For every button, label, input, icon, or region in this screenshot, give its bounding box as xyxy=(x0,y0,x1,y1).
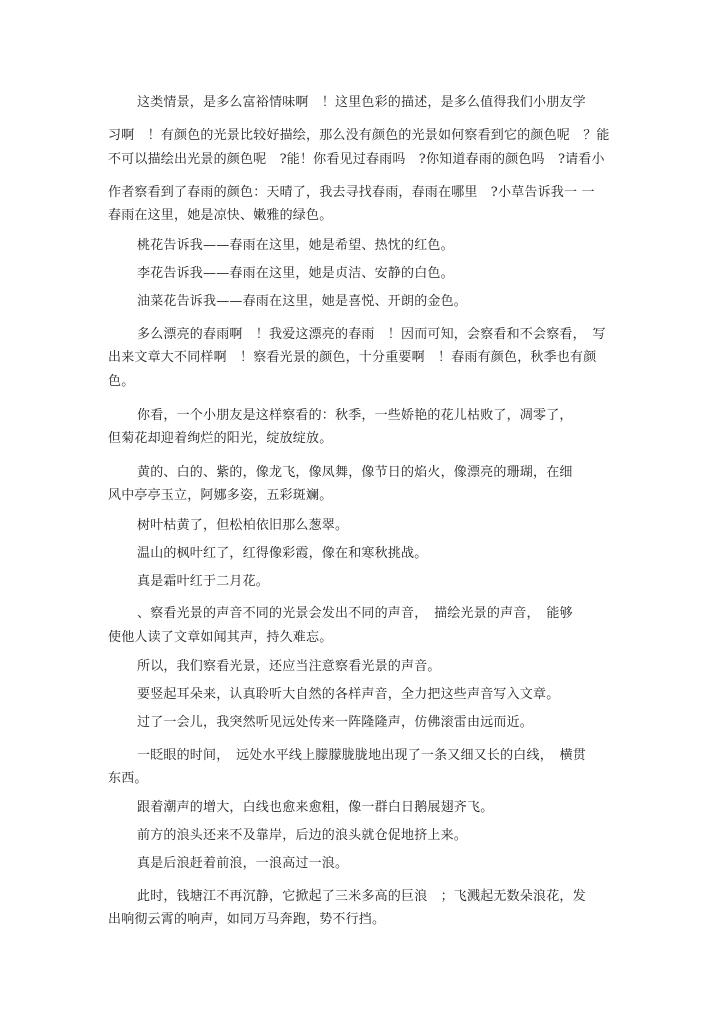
text-line: 所以，我们察看光景，还应当注意察看光景的声音。 xyxy=(137,659,441,674)
text-line: 一眨眼的时间， 远处水平线上朦朦胧胧地出现了一条又细又长的白线， 横贯 xyxy=(137,748,587,763)
text-line: 色。 xyxy=(108,374,135,389)
text-line: 真是霜叶红于二月花。 xyxy=(137,574,270,589)
text-line: 风中亭亭玉立，阿娜多姿，五彩斑斓。 xyxy=(108,488,333,503)
text-line: 桃花告诉我——春雨在这里，她是希望、热忱的红色。 xyxy=(137,238,454,253)
text-line: 前方的浪头还来不及靠岸，后边的浪头就仓促地挤上来。 xyxy=(137,828,468,843)
text-line: 多么漂亮的春雨啊 ！我爱这漂亮的春雨 ！因而可知，会察看和不会察看， 写 xyxy=(137,327,606,342)
text-line: 过了一会儿，我突然听见远处传来一阵隆隆声，仿佛滚雷由远而近。 xyxy=(137,715,534,730)
text-line: 作者察看到了春雨的颜色：天晴了，我去寻找春雨，春雨在哪里 ?小草告诉我一 一 xyxy=(108,185,595,200)
text-line: 此时，钱塘江不再沉静，它掀起了三米多高的巨浪 ；飞溅起无数朵浪花，发 xyxy=(137,889,586,904)
text-line: 春雨在这里，她是凉快、嫩雅的绿色。 xyxy=(108,208,333,223)
text-line: 不可以描绘出光景的颜色呢 ?能！你看见过春雨吗 ?你知道春雨的颜色吗 ?请看小 xyxy=(108,152,605,167)
text-line: 你看，一个小朋友是这样察看的：秋季，一些娇艳的花儿枯败了，凋零了， xyxy=(137,408,573,423)
text-line: 东西。 xyxy=(108,771,148,786)
text-line: 这类情景，是多么富裕情味啊 ！这里色彩的描述，是多么值得我们小朋友学 xyxy=(137,95,586,110)
text-line: 出响彻云霄的响声，如同万马奔跑，势不行挡。 xyxy=(108,912,386,927)
text-line: 真是后浪赶着前浪，一浪高过一浪。 xyxy=(137,856,349,871)
text-line: 温山的枫叶红了，红得像彩霞，像在和寒秋挑战。 xyxy=(137,546,428,561)
text-line: 使他人读了文章如闻其声，持久难忘。 xyxy=(108,630,333,645)
text-line: 习啊 ！有颜色的光景比较好描绘，那么没有颜色的光景如何察看到它的颜色呢 ？能 xyxy=(108,128,610,143)
text-line: 但菊花却迎着绚烂的阳光，绽放绽放。 xyxy=(108,431,333,446)
text-line: 出来文章大不同样啊 ！察看光景的颜色，十分重要啊 ！春雨有颜色，秋季也有颜 xyxy=(108,350,597,365)
text-line: 油菜花告诉我——春雨在这里，她是喜悦、开朗的金色。 xyxy=(137,294,468,309)
text-line: 黄的、白的、紫的，像龙飞，像凤舞，像节日的焰火，像漂亮的珊瑚，在细 xyxy=(137,465,573,480)
text-line: 树叶枯黄了，但松柏依旧那么葱翠。 xyxy=(137,518,349,533)
text-line: 要竖起耳朵来，认真聆听大自然的各样声音，全力把这些声音写入文章。 xyxy=(137,687,560,702)
text-line: 跟着潮声的增大，白线也愈来愈粗，像一群白日鹅展翅齐飞。 xyxy=(137,800,494,815)
text-line: 李花告诉我——春雨在这里，她是贞洁、安静的白色。 xyxy=(137,266,454,281)
text-line: 、察看光景的声音不同的光景会发出不同的声音， 描绘光景的声音， 能够 xyxy=(137,606,573,621)
